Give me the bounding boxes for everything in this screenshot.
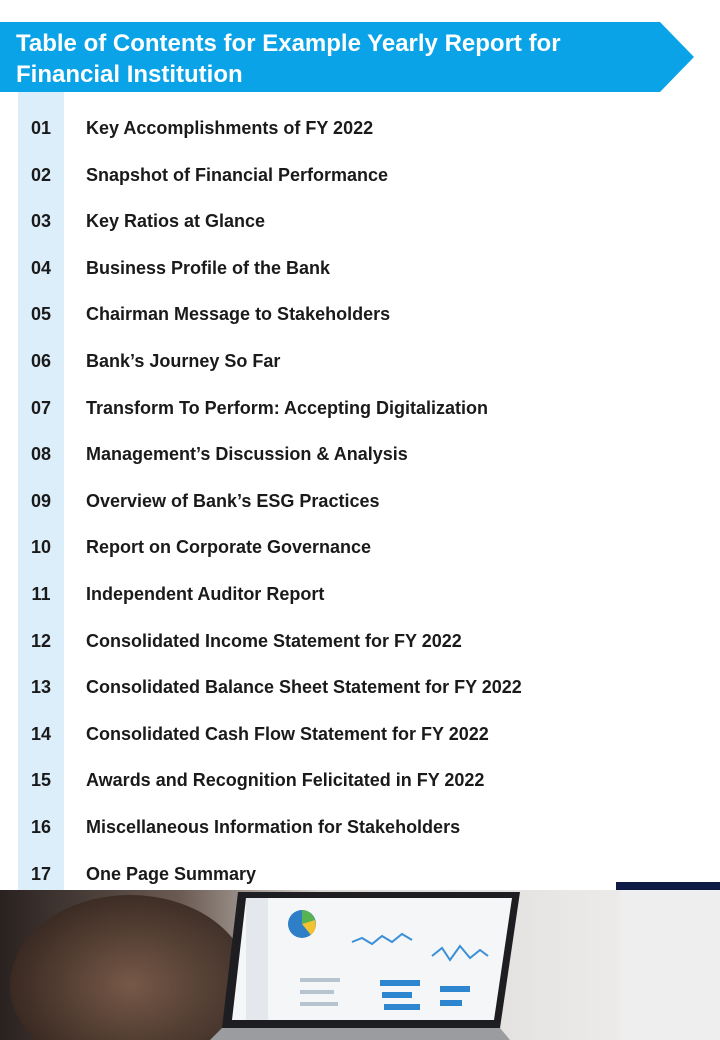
toc-item-label: Snapshot of Financial Performance bbox=[86, 164, 389, 185]
toc-item-label: Miscellaneous Information for Stakeholders bbox=[86, 816, 461, 837]
toc-item-label: Chairman Message to Stakeholders bbox=[86, 304, 391, 325]
toc-item-label: Key Ratios at Glance bbox=[86, 211, 266, 232]
toc-item-label: Management’s Discussion & Analysis bbox=[86, 444, 408, 465]
toc-item-label: Business Profile of the Bank bbox=[86, 257, 331, 278]
toc-item-number: 05 bbox=[30, 304, 52, 325]
toc-item[interactable] bbox=[0, 246, 720, 293]
toc-item-label: Bank’s Journey So Far bbox=[86, 350, 281, 371]
toc-item[interactable] bbox=[0, 665, 720, 712]
toc-item-number: 15 bbox=[30, 770, 52, 791]
toc-item[interactable] bbox=[0, 619, 720, 666]
toc-item-number: 14 bbox=[30, 723, 52, 744]
toc-item-number: 12 bbox=[30, 630, 52, 651]
toc-item-label: Consolidated Balance Sheet Statement for FY 2022 bbox=[86, 677, 522, 698]
toc-item[interactable] bbox=[0, 432, 720, 479]
toc-item[interactable] bbox=[0, 805, 720, 852]
toc-item-number: 06 bbox=[30, 350, 52, 371]
toc-item-label: Consolidated Income Statement for FY 2022 bbox=[86, 630, 462, 651]
toc-item-number: 03 bbox=[30, 211, 52, 232]
toc-item-label: Key Accomplishments of FY 2022 bbox=[86, 118, 374, 138]
toc-item-label: Independent Auditor Report bbox=[86, 583, 325, 604]
toc-item[interactable] bbox=[0, 199, 720, 246]
toc-item-number: 13 bbox=[30, 677, 52, 698]
toc-item-number: 01 bbox=[30, 118, 52, 138]
toc-item-label: Report on Corporate Governance bbox=[86, 537, 372, 558]
toc-item-number: 08 bbox=[30, 444, 52, 465]
toc-item-label: One Page Summary bbox=[86, 863, 257, 884]
laptop-dashboard-photo bbox=[0, 890, 720, 1040]
toc-item-number: 09 bbox=[30, 490, 52, 511]
page-title: Table of Contents for Example Yearly Report for Financial Institution bbox=[16, 30, 561, 88]
toc-item[interactable] bbox=[0, 525, 720, 572]
toc-item[interactable] bbox=[0, 572, 720, 619]
toc-item[interactable] bbox=[0, 339, 720, 386]
toc-item[interactable] bbox=[0, 106, 720, 153]
toc-item[interactable] bbox=[0, 292, 720, 339]
toc-item[interactable] bbox=[0, 479, 720, 526]
toc-item-number: 02 bbox=[30, 164, 52, 185]
toc-item-number: 17 bbox=[30, 863, 52, 884]
title-banner bbox=[0, 22, 694, 92]
toc-item-number: 10 bbox=[30, 537, 52, 558]
toc-item-number: 16 bbox=[30, 816, 52, 837]
toc-item-number: 04 bbox=[30, 257, 52, 278]
toc-item-label: Awards and Recognition Felicitated in FY 2022 bbox=[86, 770, 485, 791]
toc-item-label: Overview of Bank’s ESG Practices bbox=[86, 490, 380, 511]
toc-item-number: 11 bbox=[31, 583, 51, 604]
toc-item[interactable] bbox=[0, 386, 720, 433]
toc-item[interactable] bbox=[0, 712, 720, 759]
toc-item[interactable] bbox=[0, 153, 720, 200]
toc-item-label: Transform To Perform: Accepting Digitalization bbox=[86, 397, 489, 418]
toc-item[interactable] bbox=[0, 758, 720, 805]
toc-item-label: Consolidated Cash Flow Statement for FY 2022 bbox=[86, 723, 489, 744]
toc-item-number: 07 bbox=[30, 397, 52, 418]
table-of-contents bbox=[0, 106, 720, 898]
